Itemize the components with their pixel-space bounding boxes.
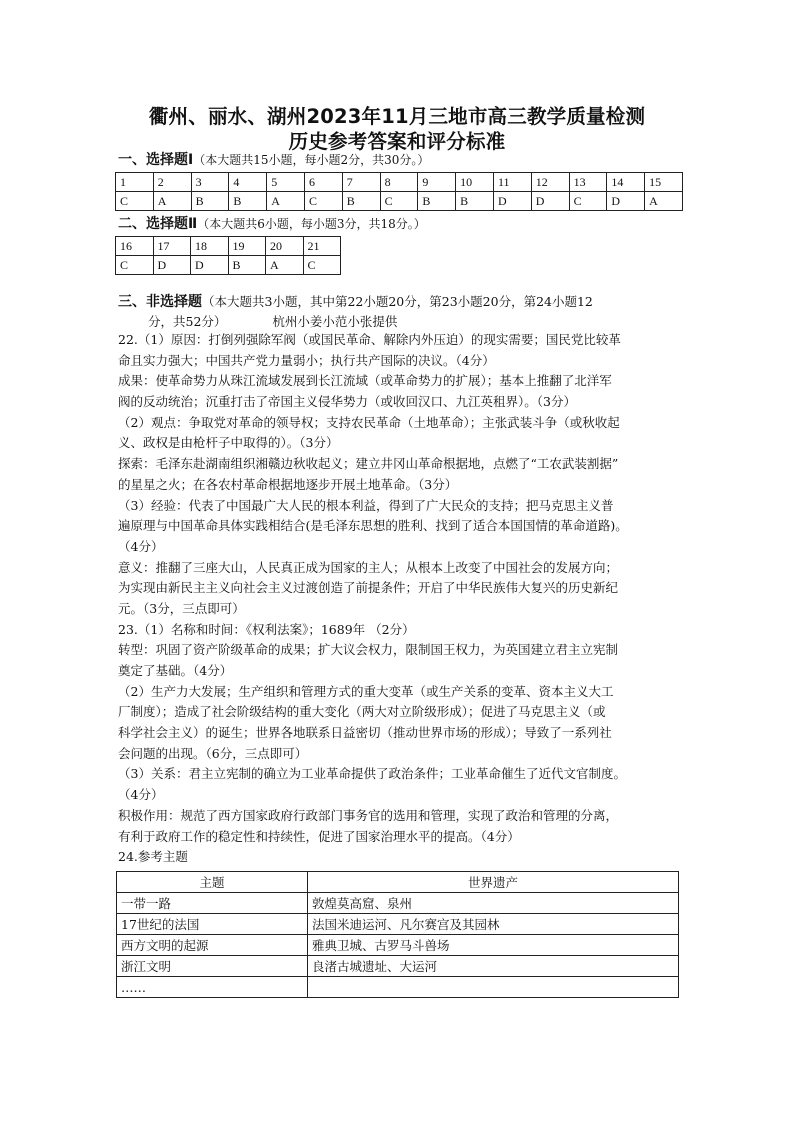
table-row [117,935,679,956]
answer-line: 阀的反动统治；沉重打击了帝国主义侵华势力（或收回汉口、九江英租界）。（3分） [118,394,576,410]
document-subtitle: 历史参考答案和评分标准 [288,130,506,153]
q-answer-cell: B [228,256,266,275]
section3-heading-block [118,292,593,332]
credit-text: 杭州小姜小范小张提供 [272,314,398,329]
q-answer-cell: C [304,192,342,211]
q-number-cell: 6 [304,173,342,192]
q-answer-cell: C [116,256,154,275]
section1-heading-line [118,152,429,168]
q24-theme-cell: 17世纪的法国 [117,914,308,935]
q-answer-cell: C [303,256,341,275]
answer-line: 义、政权是由枪杆子中取得的）。（3分） [118,435,339,451]
answer-line: （2）观点：争取党对革命的领导权；支持农民革命（土地革命）；主张武装斗争（或秋收起 [118,414,620,430]
section3-heading: 三、非选择题 [118,294,202,310]
table-row [117,956,679,977]
q-answer-cell: B [229,192,267,211]
q-number-cell: 5 [267,173,305,192]
section1-note: （本大题共15小题，每小题2分，共30分。） [193,153,430,167]
q-number-cell: 4 [229,173,267,192]
q-number-cell: 14 [607,173,645,192]
section1-answer-table [115,172,683,211]
answer-line: 23.（1）名称和时间：《权利法案》；1689年 （2分） [118,621,415,637]
q24-theme-cell: 浙江文明 [117,956,308,977]
q-number-cell: 17 [153,237,191,256]
answer-line: （4分） [118,538,164,554]
q-answer-cell: B [342,192,380,211]
table-row [117,893,679,914]
q-answer-cell: B [191,192,229,211]
q24-heritage-cell: 良渚古城遗址、大运河 [308,956,679,977]
answer-line: 探索：毛泽东赴湖南组织湘赣边秋收起义；建立井冈山革命根据地，点燃了“工农武装割据” [118,456,619,472]
q-number-cell: 11 [493,173,531,192]
q-answer-cell: D [191,256,229,275]
q-answer-cell: D [153,256,191,275]
q24-heritage-cell: 法国米迪运河、凡尔赛宫及其园林 [308,914,679,935]
q-number-cell: 1 [116,173,154,192]
q-number-cell: 15 [645,173,683,192]
answer-line: 奠定了基础。（4分） [118,663,233,678]
q-answer-cell: C [380,192,418,211]
answer-line: 厂制度）；造成了社会阶级结构的重大变化（两大对立阶级形成）；促进了马克思主义（或 [118,704,606,720]
answer-line: 有利于政府工作的稳定性和持续性，促进了国家治理水平的提高。（4分） [118,828,520,844]
q-number-cell: 20 [266,237,304,256]
q-number-cell: 7 [342,173,380,192]
q-number-cell: 3 [191,173,229,192]
q24-heritage-cell: 敦煌莫高窟、泉州 [308,893,679,914]
answer-line: 元。（3分，三点即可） [118,600,245,616]
answer-line: 22.（1）原因：打倒列强除军阀（或国民革命、解除内外压迫）的现实需要；国民党比较革 [118,332,621,347]
answer-line: 的星星之火；在各农村革命根据地逐步开展土地革命。（3分） [118,476,458,492]
section1-heading: 一、选择题Ⅰ [118,152,194,168]
q-number-cell: 8 [380,173,418,192]
q-number-cell: 10 [456,173,494,192]
q24-theme-cell: 一带一路 [117,893,308,914]
q-answer-cell: A [645,192,683,211]
answer-line: （3）关系：君主立宪制的确立为工业革命提供了政治条件；工业革命催生了近代文官制度。 [118,766,626,782]
section3-note-line2: 分，共52分） [148,314,227,329]
answer-line: 遍原理与中国革命具体实践相结合(是毛泽东思想的胜利、找到了适合本国国情的革命道路)。 [118,518,628,534]
q-answer-cell: C [569,192,607,211]
q24-theme-cell: 西方文明的起源 [117,935,308,956]
q-answer-cell: A [267,192,305,211]
section2-heading-line [118,216,426,232]
q24-heritage-cell [308,977,679,998]
q24-heritage-cell: 雅典卫城、古罗马斗兽场 [308,935,679,956]
answer-line: 科学社会主义）的诞生；世界各地联系日益密切（推动世界市场的形成）；导致了一系列社 [118,725,612,741]
section3-note-line1: （本大题共3小题，其中第22小题20分，第23小题20分，第24小题12 [202,294,593,309]
q-answer-cell: D [493,192,531,211]
q-answer-cell: B [418,192,456,211]
answer-line: 转型：巩固了资产阶级革命的成果；扩大议会权力，限制国王权力，为英国建立君主立宪制 [118,642,619,658]
answer-line: 为实现由新民主主义向社会主义过渡创造了前提条件；开启了中华民族伟大复兴的历史新纪 [118,580,619,596]
section2-note: （本大题共6小题，每小题3分，共18分。） [197,217,426,231]
answer-line: 积极作用：规范了西方国家政府行政部门事务官的选用和管理，实现了政治和管理的分离， [118,807,619,823]
answer-line: （4分） [118,787,164,803]
q-answer-cell: D [531,192,569,211]
answer-line: 命且实力强大；中国共产党力量弱小；执行共产国际的决议。（4分） [118,352,495,368]
answer-line: 意义：推翻了三座大山，人民真正成为国家的主人；从根本上改变了中国社会的发展方向； [118,559,619,575]
q-answer-cell: A [153,192,191,211]
q-number-cell: 12 [531,173,569,192]
q-answer-cell: C [116,192,154,211]
q-answer-cell: A [266,256,304,275]
q-number-cell: 9 [418,173,456,192]
section2-answer-table [115,236,341,275]
q24-header-heritage: 世界遗产 [308,872,679,893]
answer-line: 成果：使革命势力从珠江流域发展到长江流域（或革命势力的扩展）；基本上推翻了北洋军 [118,373,612,389]
answer-body [118,330,680,868]
answer-line: （2）生产力大发展；生产组织和管理方式的重大变革（或生产关系的变革、资本主义大工 [118,683,614,699]
answer-line: 24.参考主题 [118,849,188,865]
q-number-cell: 13 [569,173,607,192]
section2-heading: 二、选择题Ⅱ [118,216,198,232]
q24-theme-table [116,871,679,998]
q-answer-cell: B [456,192,494,211]
q-answer-cell: D [607,192,645,211]
answer-line: （3）经验：代表了中国最广大人民的根本利益，得到了广大民众的支持；把马克思主义普 [118,497,614,513]
document-title: 衢州、丽水、湖州2023年11月三地市高三教学质量检测 [148,105,646,128]
q-number-cell: 21 [303,237,341,256]
q-number-cell: 2 [153,173,191,192]
table-row [117,914,679,935]
answer-line: 会问题的出现。（6分，三点即可） [118,745,308,761]
q-number-cell: 18 [191,237,229,256]
q-number-cell: 16 [116,237,154,256]
table-row [117,977,679,998]
q24-header-theme: 主题 [117,872,308,893]
q24-theme-cell: …… [117,977,308,998]
q-number-cell: 19 [228,237,266,256]
